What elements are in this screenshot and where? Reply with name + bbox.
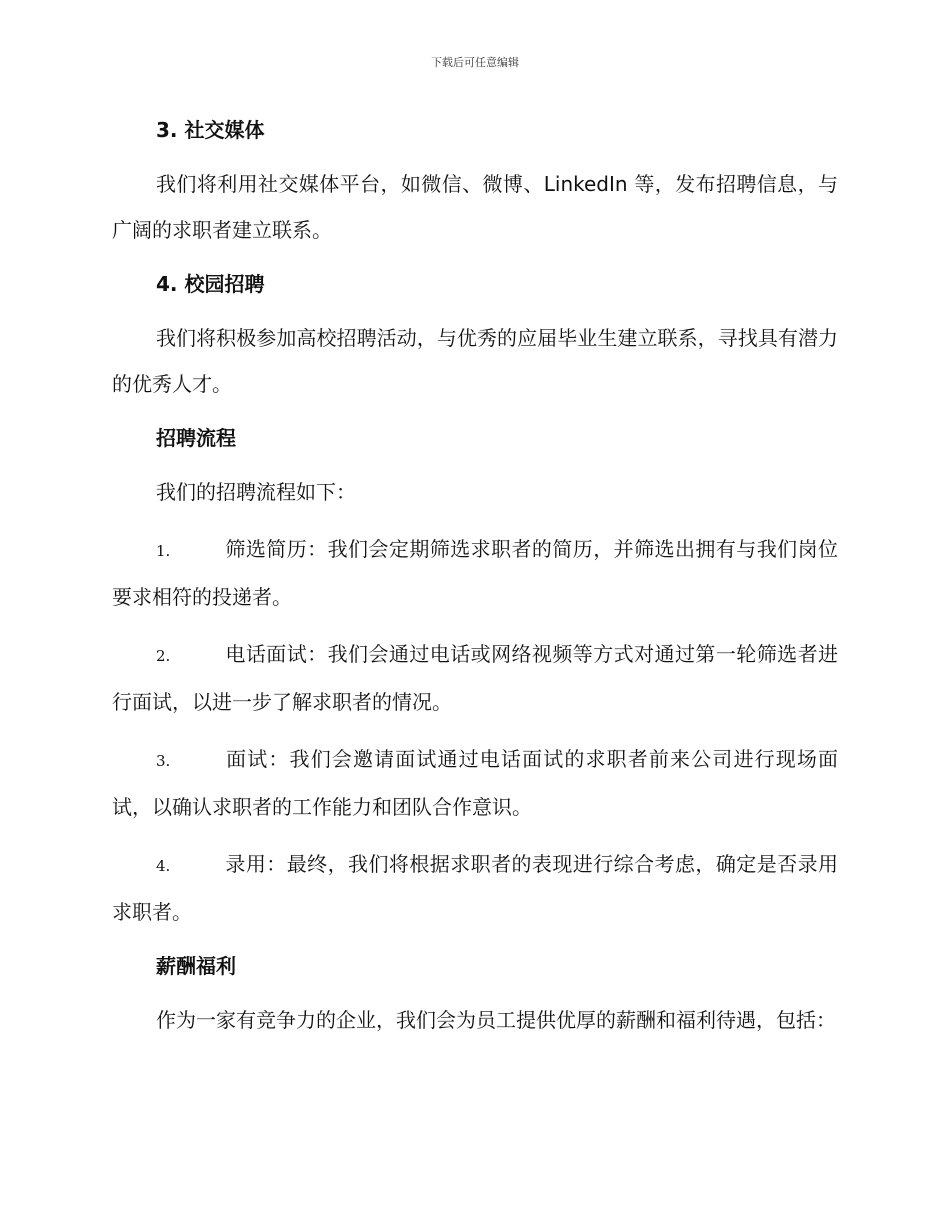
paragraph-compensation: 作为一家有竞争力的企业，我们会为员工提供优厚的薪酬和福利待遇，包括： xyxy=(156,1008,836,1032)
page-header: 下载后可任意编辑 xyxy=(431,56,519,69)
list-item-number: 4. xyxy=(156,857,171,875)
list-item-text: 面试：我们会邀请面试通过电话面试的求职者前来公司进行现场面试，以确认求职者的工作能力和团队合作意识。 xyxy=(112,747,838,819)
list-item xyxy=(112,526,838,620)
list-item-text: 录用：最终，我们将根据求职者的表现进行综合考虑，确定是否录用求职者。 xyxy=(112,852,838,924)
list-item-text: 筛选简历：我们会定期筛选求职者的简历，并筛选出拥有与我们岗位要求相符的投递者。 xyxy=(112,537,838,609)
section-heading-compensation: 薪酬福利 xyxy=(156,954,236,978)
list-item-number: 3. xyxy=(156,752,171,770)
list-item-number: 2. xyxy=(156,647,171,665)
document-body xyxy=(112,110,838,1054)
paragraph-process-intro: 我们的招聘流程如下： xyxy=(156,480,356,504)
list-item-text: 电话面试：我们会通过电话或网络视频等方式对通过第一轮筛选者进行面试，以进一步了解求职者的情况。 xyxy=(112,642,838,714)
paragraph-social-media: 我们将利用社交媒体平台，如微信、微博、LinkedIn 等，发布招聘信息，与广阔的求职者建立联系。 xyxy=(112,172,838,242)
paragraph-campus-recruiting: 我们将积极参加高校招聘活动，与优秀的应届毕业生建立联系，寻找具有潜力的优秀人才。 xyxy=(112,326,838,396)
section-heading-social-media: 3. 社交媒体 xyxy=(156,118,265,142)
section-heading-campus-recruiting: 4. 校园招聘 xyxy=(156,272,265,296)
list-item xyxy=(112,631,838,725)
list-item-number: 1. xyxy=(156,542,171,560)
section-heading-recruiting-process: 招聘流程 xyxy=(156,426,236,450)
list-item xyxy=(112,841,838,935)
list-item xyxy=(112,736,838,830)
